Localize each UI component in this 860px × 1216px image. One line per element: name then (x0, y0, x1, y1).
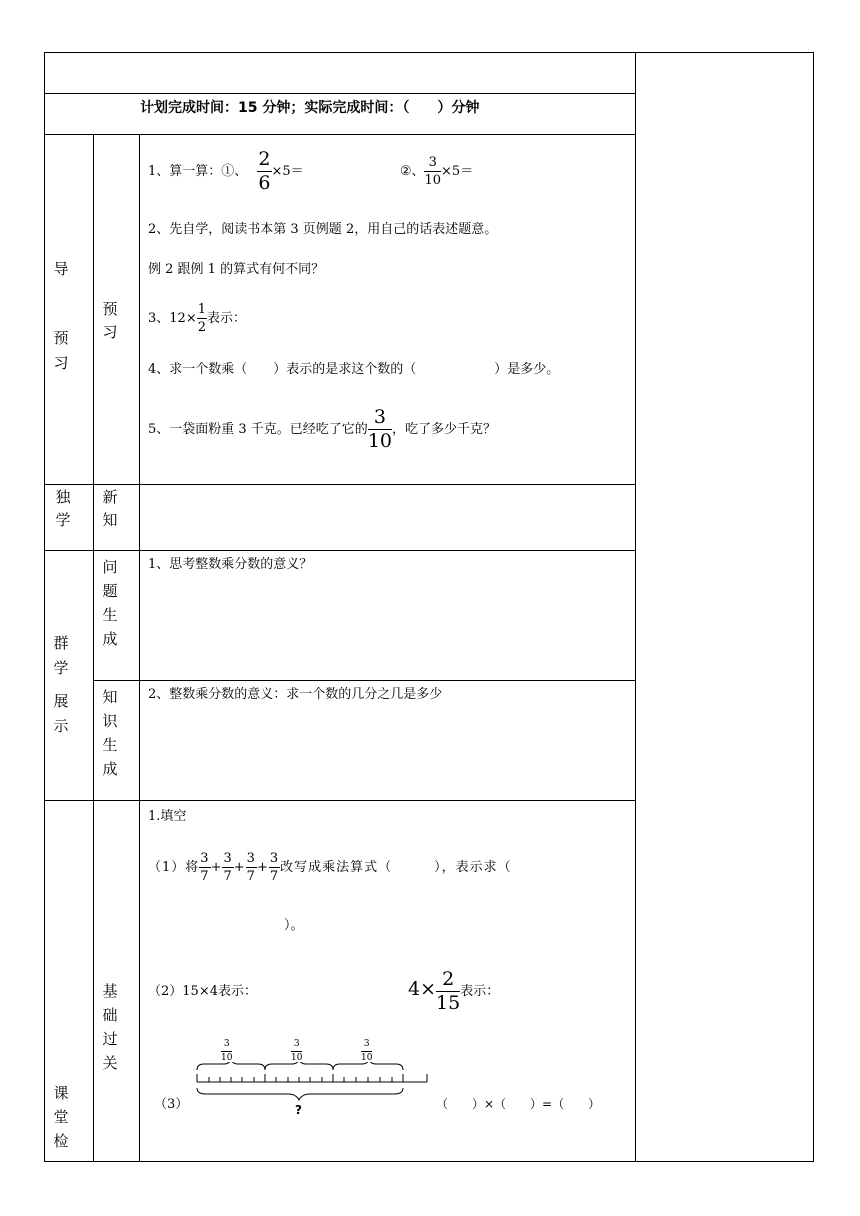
preview-question-3: 3、12× $\frac{1}{2}$ 表示： (148, 302, 247, 335)
row-divider (44, 484, 636, 485)
fraction: $\frac{3}{7}$ (246, 851, 256, 884)
top-brace (333, 1062, 403, 1070)
preview-question-1: 1、算一算：①、 $\frac{2}{6}$ ×5＝ ②、 $\frac{3}{10}$ ×5＝ (148, 148, 474, 194)
group-question-2: 2、整数乘分数的意义：求一个数的几分之几是多少 (148, 687, 443, 702)
table-border-right (813, 52, 814, 1162)
row-divider (44, 550, 636, 551)
preview-question-4: 4、求一个数乘（ ）表示的是求这个数的（ ）是多少。 (148, 362, 560, 377)
fill-blank-1: （1）将 $\frac{3}{7}$ + $\frac{3}{7}$ + $\frac{3}{7}$ + $\frac{3}{7}$ 改写成乘法算式（ ），表示求（ (148, 851, 512, 884)
column-divider (635, 52, 636, 1162)
section-label-wenti-shengcheng: 问 题 生 成 (102, 558, 118, 648)
table-border-bottom (44, 1161, 814, 1162)
number-line-diagram (184, 1062, 434, 1112)
section-label-xinzhi: 新 知 (102, 488, 118, 529)
section-label-ketang-jian: 课 堂 检 (53, 1084, 69, 1150)
preview-question-5: 5、一袋面粉重 3 千克。已经吃了它的 $\frac{3}{10}$ ，吃了多少千克？ (148, 406, 497, 452)
top-brace (265, 1062, 333, 1070)
section-label-jichu-guoguan: 基 础 过 关 (102, 982, 118, 1072)
fill-blank-2a: （2）15×4表示： (148, 984, 257, 999)
fill-blank-3-expression: （ ）×（ ）=（ ） (436, 1097, 601, 1111)
section-label-dao-yuxi: 导 预 习 (53, 260, 69, 372)
table-border-left (44, 52, 45, 1162)
fraction: $\frac{3}{10}$ (424, 155, 442, 188)
section-label-duxue: 独 学 (55, 488, 71, 529)
segment-label: $\frac{3}{10}$ (221, 1039, 233, 1063)
worksheet-table (44, 52, 814, 1162)
fraction: $\frac{3}{7}$ (200, 851, 210, 884)
segment-label: $\frac{3}{10}$ (361, 1039, 373, 1063)
column-divider (139, 134, 140, 1162)
time-plan-line: 计划完成时间：15 分钟；实际完成时间：（ ）分钟 (140, 100, 480, 116)
top-brace (197, 1062, 265, 1070)
question-mark: ? (295, 1103, 302, 1117)
fraction: $\frac{2}{15}$ (436, 968, 461, 1014)
fill-blank-title: 1.填空 (148, 809, 187, 824)
fill-blank-3-label: （3） (154, 1097, 189, 1112)
section-label-zhishi-shengcheng: 知 识 生 成 (102, 688, 118, 778)
section-label-yuxi: 预 习 (102, 300, 118, 341)
group-question-1: 1、思考整数乘分数的意义？ (148, 557, 313, 572)
segment-label: $\frac{3}{10}$ (291, 1039, 303, 1063)
fraction: $\frac{2}{6}$ (258, 148, 271, 194)
fraction: $\frac{1}{2}$ (197, 302, 206, 335)
section-label-qunxue-zhanshi: 群 学 展 示 (53, 634, 69, 735)
fraction: $\frac{3}{10}$ (367, 406, 392, 452)
fill-blank-1-line2: ）。 (284, 918, 304, 933)
preview-question-2b: 例 2 跟例 1 的算式有何不同？ (148, 262, 325, 277)
table-border-top (44, 52, 814, 53)
fraction: $\frac{3}{7}$ (223, 851, 233, 884)
row-divider (44, 134, 636, 135)
preview-question-2: 2、先自学，阅读书本第 3 页例题 2，用自己的话表述题意。 (148, 222, 498, 237)
row-divider (44, 93, 636, 94)
column-divider (93, 134, 94, 1162)
row-divider (44, 800, 636, 801)
fraction: $\frac{3}{7}$ (269, 851, 280, 884)
row-divider (93, 680, 636, 681)
fill-blank-2b: 4× $\frac{2}{15}$ 表示： (408, 968, 500, 1014)
bottom-brace (197, 1088, 403, 1100)
